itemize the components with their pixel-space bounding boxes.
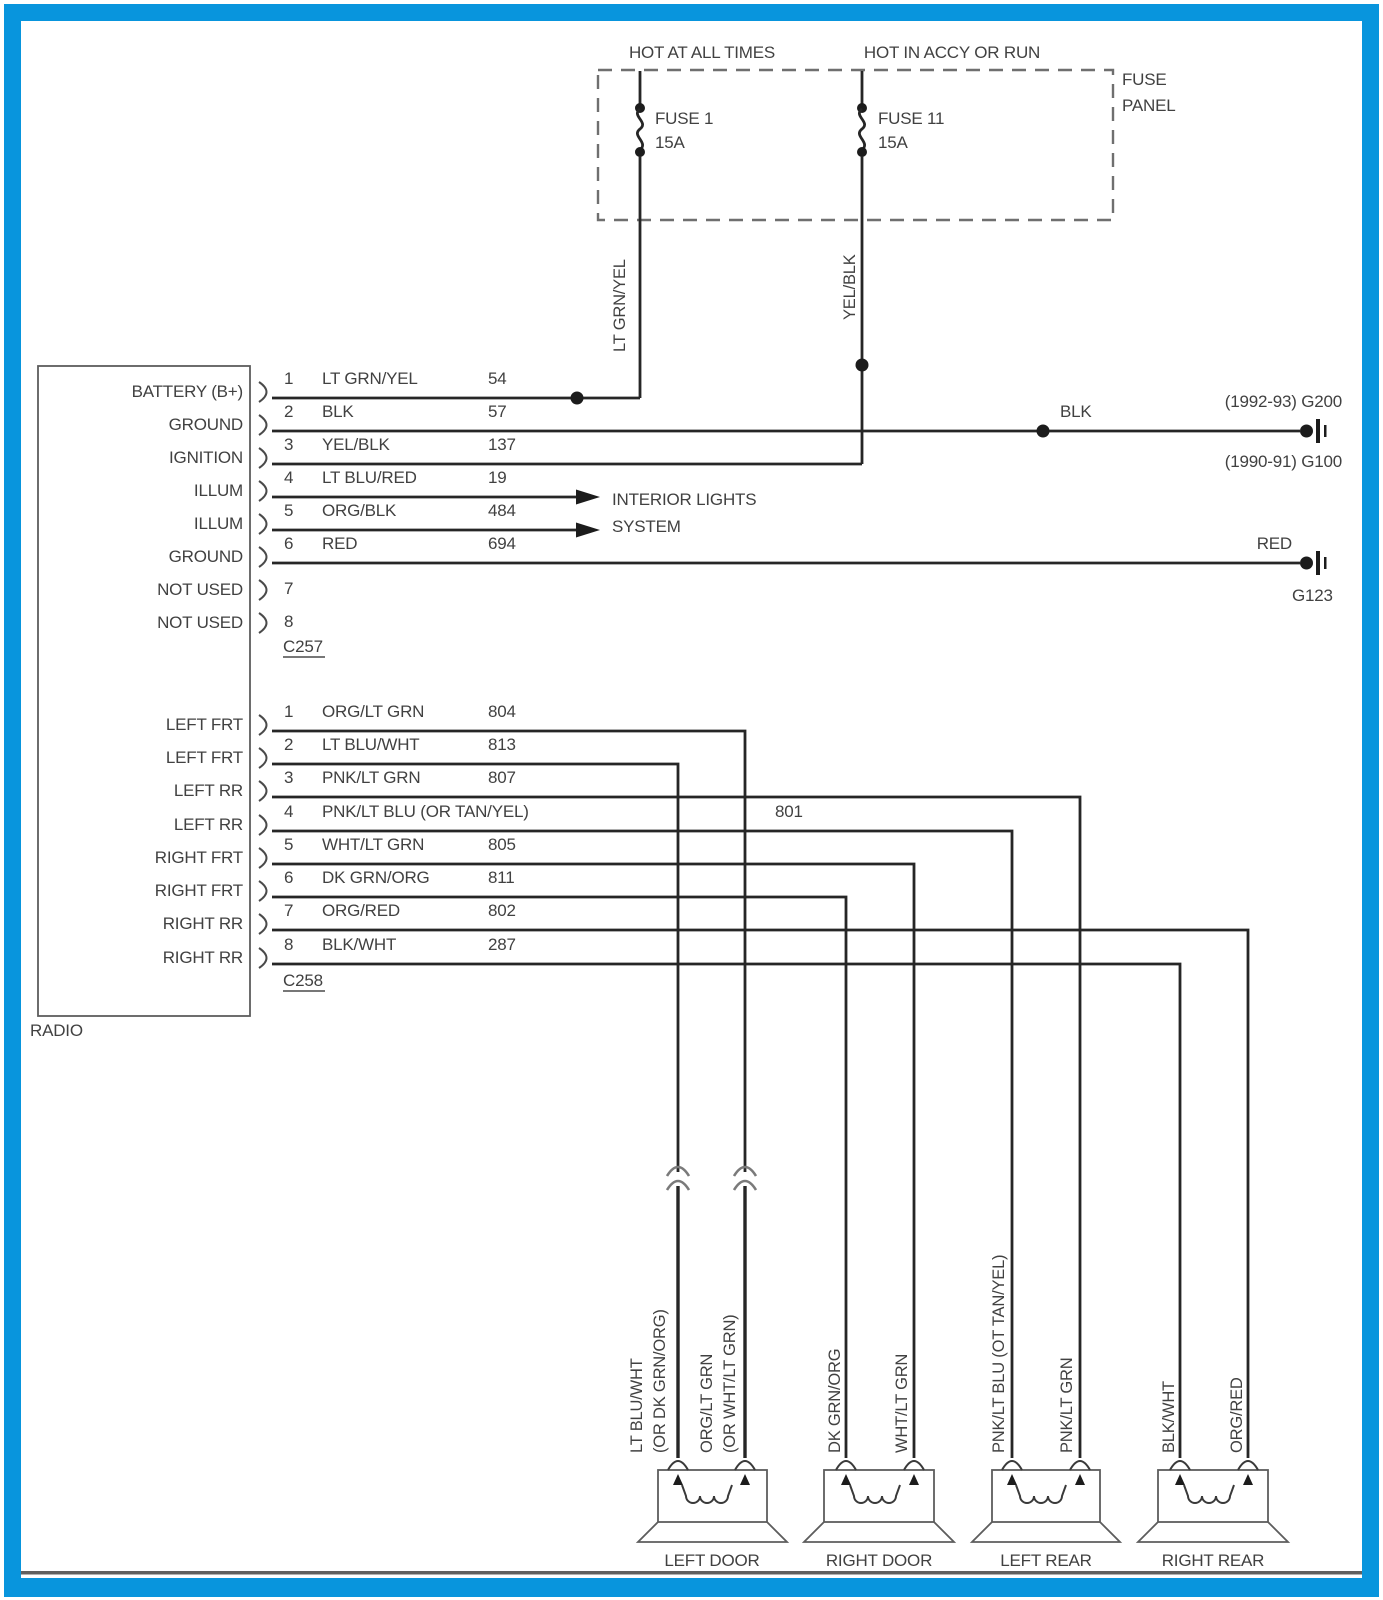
frame-left bbox=[4, 4, 21, 1597]
c257-pin5-num: 5 bbox=[284, 501, 294, 520]
leftdoor-wireA-label-line2: (OR DK GRN/ORG) bbox=[651, 1309, 669, 1453]
c257-pin2-num: 2 bbox=[284, 402, 294, 421]
rightdoor-wireA-label: DK GRN/ORG bbox=[826, 1348, 844, 1453]
c258-pin4-num: 4 bbox=[284, 802, 294, 821]
c258-pin8-color: BLK/WHT bbox=[322, 935, 397, 954]
c257-name: C257 bbox=[283, 637, 323, 656]
c257-pin6-function: GROUND bbox=[168, 547, 243, 566]
c257-pin5-color: ORG/BLK bbox=[322, 501, 397, 520]
blk-wire-label: BLK bbox=[1060, 402, 1092, 421]
c258-pin5-color: WHT/LT GRN bbox=[322, 835, 425, 854]
c257-pin2-color: BLK bbox=[322, 402, 354, 421]
c258-pin2-num: 2 bbox=[284, 735, 294, 754]
c257-pin8-num: 8 bbox=[284, 612, 294, 631]
ground-g123-label: G123 bbox=[1292, 586, 1333, 605]
c258-pin3-num: 3 bbox=[284, 768, 294, 787]
c258-pin5-num: 5 bbox=[284, 835, 294, 854]
c257-pin2-function: GROUND bbox=[168, 415, 243, 434]
c257-pin4-circuit: 19 bbox=[488, 468, 507, 487]
c257-pin1-circuit: 54 bbox=[488, 369, 507, 388]
c258-pin2-circuit: 813 bbox=[488, 735, 516, 754]
c257-pin5-circuit: 484 bbox=[488, 501, 516, 520]
c257-pin6-color: RED bbox=[322, 534, 358, 553]
fuse1-wire-color-label: LT GRN/YEL bbox=[611, 259, 629, 352]
c257-pin7-num: 7 bbox=[284, 579, 294, 598]
hot-in-accy-label: HOT IN ACCY OR RUN bbox=[863, 43, 1041, 62]
c257-pin1-color: LT GRN/YEL bbox=[322, 369, 418, 388]
c258-pin2-function: LEFT FRT bbox=[165, 748, 243, 767]
fuse11-terminal-bottom bbox=[857, 147, 867, 157]
c258-name: C258 bbox=[283, 971, 323, 990]
rightdoor-wireB-label: WHT/LT GRN bbox=[893, 1353, 911, 1453]
fuse-panel-label-line1: FUSE bbox=[1122, 70, 1167, 89]
c257-pin1-num: 1 bbox=[284, 369, 294, 388]
fuse11-wire-color-label: YEL/BLK bbox=[841, 254, 859, 320]
c258-pin7-circuit: 802 bbox=[488, 901, 516, 920]
c258-pin1-function: LEFT FRT bbox=[165, 715, 243, 734]
leftdoor-wireB-label-line2: (OR WHT/LT GRN) bbox=[721, 1314, 739, 1453]
c258-pin3-circuit: 807 bbox=[488, 768, 516, 787]
rightrear-wireA-label: BLK/WHT bbox=[1160, 1381, 1178, 1453]
leftrear-wireB-label: PNK/LT GRN bbox=[1058, 1357, 1076, 1453]
c258-pin4-color: PNK/LT BLU (OR TAN/YEL) bbox=[322, 802, 529, 821]
c257-pin3-circuit: 137 bbox=[488, 435, 516, 454]
c257-pin6-circuit: 694 bbox=[488, 534, 516, 553]
leftdoor-wireB-label-line1: ORG/LT GRN bbox=[698, 1353, 716, 1453]
right-door-label: RIGHT DOOR bbox=[825, 1551, 933, 1570]
right-rear-label: RIGHT REAR bbox=[1161, 1551, 1265, 1570]
fuse1-terminal-bottom bbox=[635, 147, 645, 157]
c257-pin4-num: 4 bbox=[284, 468, 294, 487]
c258-pin3-color: PNK/LT GRN bbox=[322, 768, 421, 787]
c258-pin2-color: LT BLU/WHT bbox=[322, 735, 420, 754]
c257-pin2-circuit: 57 bbox=[488, 402, 507, 421]
c257-pin4-color: LT BLU/RED bbox=[322, 468, 417, 487]
ground-g200-label: (1992-93) G200 bbox=[1224, 392, 1342, 411]
c257-pin4-function: ILLUM bbox=[193, 481, 243, 500]
leftdoor-wireA-label-line1: LT BLU/WHT bbox=[628, 1358, 646, 1453]
c257-pin6-num: 6 bbox=[284, 534, 294, 553]
c258-pin5-circuit: 805 bbox=[488, 835, 516, 854]
c258-pin7-num: 7 bbox=[284, 901, 294, 920]
c258-pin6-circuit: 811 bbox=[488, 868, 515, 887]
c258-pin6-function: RIGHT FRT bbox=[154, 881, 243, 900]
c258-pin5-function: RIGHT FRT bbox=[154, 848, 243, 867]
leftrear-wireA-label: PNK/LT BLU (OT TAN/YEL) bbox=[990, 1254, 1008, 1453]
fuse1-name: FUSE 1 bbox=[655, 109, 714, 128]
hot-at-all-times-label: HOT AT ALL TIMES bbox=[628, 43, 776, 62]
fuse11-junction-dot bbox=[856, 359, 869, 372]
c258-pin8-circuit: 287 bbox=[488, 935, 516, 954]
frame-top bbox=[4, 4, 1379, 21]
c257-pin7-function: NOT USED bbox=[157, 580, 243, 599]
left-door-label: LEFT DOOR bbox=[664, 1551, 760, 1570]
interior-lights-label-line1: INTERIOR LIGHTS bbox=[612, 490, 757, 509]
c258-pin1-circuit: 804 bbox=[488, 702, 516, 721]
c257-pin5-function: ILLUM bbox=[193, 514, 243, 533]
frame-bottom bbox=[4, 1578, 1379, 1597]
c258-pin8-num: 8 bbox=[284, 935, 294, 954]
ground-g100-label: (1990-91) G100 bbox=[1224, 452, 1342, 471]
c258-pin1-num: 1 bbox=[284, 702, 294, 721]
frame-right bbox=[1362, 4, 1379, 1597]
fuse1-rating: 15A bbox=[655, 133, 685, 152]
c258-pin6-num: 6 bbox=[284, 868, 294, 887]
frame-bottom-rule bbox=[21, 1571, 1362, 1575]
c258-pin8-function: RIGHT RR bbox=[162, 948, 243, 967]
c257-pin8-function: NOT USED bbox=[157, 613, 243, 632]
red-wire-label: RED bbox=[1256, 534, 1292, 553]
radio-label: RADIO bbox=[30, 1021, 83, 1040]
left-rear-label: LEFT REAR bbox=[1000, 1551, 1092, 1570]
c258-pin6-color: DK GRN/ORG bbox=[322, 868, 430, 887]
rightrear-wireB-label: ORG/RED bbox=[1228, 1377, 1246, 1453]
c257-pin1-function: BATTERY (B+) bbox=[131, 382, 243, 401]
c258-pin3-function: LEFT RR bbox=[173, 781, 243, 800]
c258-pin4-circuit: 801 bbox=[775, 802, 803, 821]
fuse-panel-label-line2: PANEL bbox=[1122, 96, 1176, 115]
battery-wire-junction-dot bbox=[571, 392, 584, 405]
c257-pin3-num: 3 bbox=[284, 435, 294, 454]
c258-pin1-color: ORG/LT GRN bbox=[322, 702, 425, 721]
fuse11-name: FUSE 11 bbox=[878, 109, 945, 128]
c258-pin7-color: ORG/RED bbox=[322, 901, 400, 920]
fuse11-rating: 15A bbox=[878, 133, 908, 152]
blk-wire-junction-dot bbox=[1037, 425, 1050, 438]
c257-pin3-function: IGNITION bbox=[169, 448, 243, 467]
c258-pin4-function: LEFT RR bbox=[173, 815, 243, 834]
interior-lights-label-line2: SYSTEM bbox=[612, 517, 681, 536]
c257-pin3-color: YEL/BLK bbox=[322, 435, 390, 454]
c258-pin7-function: RIGHT RR bbox=[162, 914, 243, 933]
